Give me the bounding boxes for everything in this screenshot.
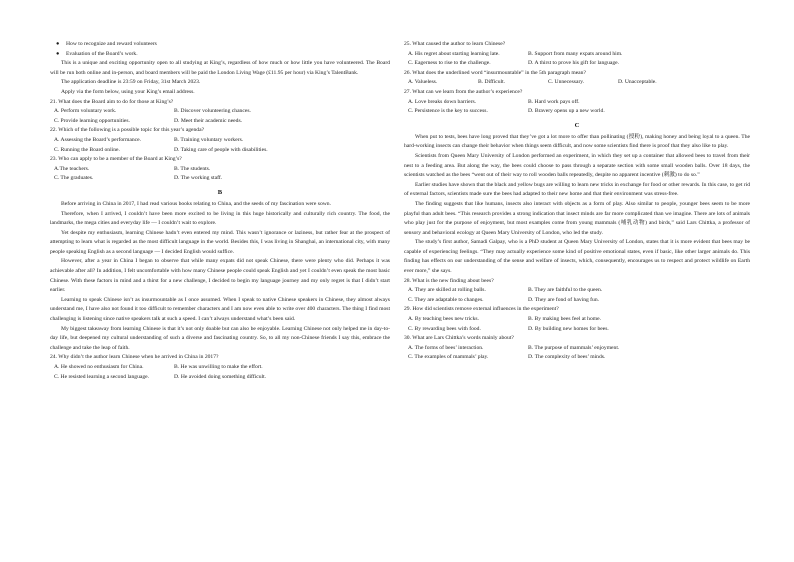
bullet-dot-icon: ● (56, 41, 60, 47)
bullet-dot-icon: ● (56, 50, 60, 57)
options-row (50, 174, 390, 184)
passage-paragraph: My biggest takeaway from learning Chinese is that it’s not only doable but can also be enjoyable. Learning Chinese not only helped me in day-to-day life, but deepened my cultural understanding of such a diverse and fascinating country. So, to all my non-Chinese friends I say this, embrace the challenge and take the leap of faith. (50, 325, 390, 351)
left-column (50, 40, 390, 382)
option-c[interactable]: C. The examples of mammals’ play. (408, 354, 489, 361)
question-21-stem: 21. What does the Board aim to do for those at King’s? (50, 98, 174, 105)
bullet-item: ● Evaluation of the Board’s work. (50, 50, 390, 60)
options-row (404, 344, 750, 354)
option-a[interactable]: A. Perform voluntary work. (54, 108, 117, 115)
options-row (404, 98, 750, 108)
option-b[interactable]: B. Training voluntary workers. (174, 136, 244, 143)
option-c[interactable]: C. Unnecessary. (548, 79, 585, 86)
option-d[interactable]: D. The complexity of bees’ minds. (528, 354, 606, 361)
intro-paragraph: This is a unique and exciting opportunity open to all studying at King’s, regardless of how much or how little you have volunteered. The Board will be run both online and in-person, and board members will be paid the London Living Wage (£11.95 per hour) via King’s TalentBank. (50, 60, 390, 76)
passage-paragraph: Yet despite my enthusiasm, learning Chinese hadn’t even entered my mind. This wasn’t ignorance or laziness, but rather fear at the prospect of attempting to learn what is regarded as the most difficult language in the world. Besides this, I was living in Shanghai, an international city, with many people speaking English as a second language — I decided English would suffice. (50, 229, 390, 255)
option-c[interactable]: C. Persistence is the key to success. (408, 108, 488, 115)
passage-paragraph: Scientists from Queen Mary University of London performed an experiment, in which they set up a container that allowed bees to travel from their nest to a feeding area. But along the way, the bees could choose to pass through a separate section with some small wooden balls. Over 18 days, the scientists watched as the bees “went out of their way to roll wooden balls repeatedly, despite no apparent incentive (刺激) to do so.” (404, 152, 750, 179)
intro-paragraph: The application deadline is 23:59 on Friday, 31st March 2023. (61, 79, 201, 86)
option-a[interactable]: A. Valueless. (408, 79, 438, 86)
option-d[interactable]: D. Taking care of people with disabilities. (174, 146, 268, 153)
question-25-stem: 25. What caused the author to learn Chinese? (404, 41, 506, 47)
options-row (50, 373, 390, 383)
option-b[interactable]: B. Discover volunteering chances. (174, 108, 251, 115)
passage-paragraph: The study’s first author, Samadi Galpay, who is a PhD student at Queen Mary University of London, states that it is more evident that bees may be capable of experiencing feelings. “They may actually experience some kind of positive emotional states, even if basic, like other larger animals do. This finding has effects on our understanding of the sense and welfare of insects, which, consequently, encourages us to respect and protect wildlife on Earth ever more,” she says. (404, 239, 750, 275)
option-a[interactable]: A. By teaching bees new tricks. (408, 316, 479, 323)
option-b[interactable]: B. The students. (174, 165, 211, 172)
passage-paragraph: However, after a year in China I began to observe that while many expats did not speak Chinese, there were plenty who did. Perhaps it was achievable after all? In addition, I felt uncomfortable with how many Chinese people could speak English and yet I couldn’t even speak the most basic Chinese. With these factors in mind and a thirst for a new challenge, I decided to begin my language journey and my only regret is that I didn’t start earlier. (50, 258, 390, 294)
option-b[interactable]: B. He was unwilling to make the effort. (174, 364, 263, 370)
option-d[interactable]: D. They are fond of having fun. (528, 296, 600, 303)
options-row (404, 78, 750, 88)
option-b[interactable]: B. Support from many expats around him. (528, 50, 623, 57)
option-c[interactable]: C. Eagerness to rise to the challenge. (408, 60, 491, 67)
option-d[interactable]: D. Bravery opens up a new world. (528, 108, 605, 115)
question-24-stem: 24. Why didn’t the author learn Chinese when he arrived in China in 2017? (50, 354, 219, 361)
option-b[interactable]: B. By making bees feel at home. (528, 316, 602, 323)
option-a[interactable]: A. Assessing the Board’s performance. (54, 136, 141, 143)
option-c[interactable]: C. Provide learning opportunities. (54, 117, 130, 124)
option-a[interactable]: A. His regret about starting learning late. (408, 50, 500, 57)
section-b-heading: B (217, 188, 223, 196)
option-c[interactable]: C. By rewarding bees with food. (408, 325, 481, 332)
passage-paragraph: Earlier studies have shown that the black and yellow bugs are willing to learn new tricks in exchange for food or other rewards. In this case, to get rid of external factors, scientists made sure the bees had adapted to their new home and that their environment was stress-free. (404, 181, 750, 198)
option-d[interactable]: D. By building new homes for bees. (528, 325, 609, 332)
options-row (50, 146, 390, 156)
options-row (50, 107, 390, 117)
option-b[interactable]: B. Difficult. (478, 79, 506, 86)
options-row (50, 136, 390, 146)
option-d[interactable]: D. He avoided doing something difficult. (174, 373, 267, 380)
options-row (404, 107, 750, 117)
options-row (404, 315, 750, 325)
bullet-item: ● How to recognize and reward volunteers (50, 40, 390, 50)
section-c-heading: C (574, 121, 580, 129)
question-22-stem: 22. Which of the following is a possible topic for this year’s agenda? (50, 127, 205, 134)
option-a[interactable]: A. Love breaks down barriers. (408, 98, 477, 105)
options-row (404, 286, 750, 296)
question-23-stem: 23. Who can apply to be a member of the Board at King’s? (50, 156, 182, 163)
option-c[interactable]: C. He resisted learning a second language. (54, 373, 150, 380)
question-30-stem: 30. What are Lars Chittka’s words mainly about? (404, 335, 514, 342)
passage-paragraph: When put to tests, bees have long proved that they’ve got a lot more to offer than pollinating (授粉), making honey and being loyal to a queen. The hard-working insects can change their behavior when things seem difficult, and now some scientists find there is proof that they also like to play. (404, 133, 750, 150)
option-d[interactable]: D. Meet their academic needs. (174, 117, 243, 124)
options-row (404, 325, 750, 335)
option-a[interactable]: A. The forms of bees’ interaction. (408, 344, 484, 351)
options-row (50, 117, 390, 127)
question-26-stem: 26. What does the underlined word “insurmountable” in the 5th paragraph mean? (404, 69, 586, 76)
question-27-stem: 27. What can we learn from the author’s experience? (404, 88, 523, 95)
option-b[interactable]: B. Hard work pays off. (528, 98, 580, 105)
options-row (50, 363, 390, 373)
option-a[interactable]: A. They are skilled at rolling balls. (408, 287, 486, 294)
option-b[interactable]: B. The purpose of mammals’ enjoyment. (528, 344, 620, 351)
passage-paragraph: Therefore, when I arrived, I couldn’t have been more excited to be living in this huge historically and culturally rich country. The food, the landmarks, the mega cities and everyday life — I couldn’t wait to explore. (50, 210, 390, 227)
options-row (404, 296, 750, 306)
option-a[interactable]: A.The teachers. (54, 165, 90, 172)
options-row (404, 353, 750, 363)
right-column (404, 40, 750, 363)
option-c[interactable]: C. They are adaptable to changes. (408, 296, 484, 303)
passage-paragraph: The finding suggests that like humans, insects also interact with objects as a form of play. Also similar to people, younger bees seem to be more playful than adult bees. “This research provides a strong indication that insect minds are far more complicated than we imagine. There are lots of animals who play just for the purpose of enjoyment, but most examples come from young mammals (哺乳动物) and birds,” said Lars Chittka, a professor of sensory and behavioral ecology at Queen Mary University of London, who led the study. (404, 200, 750, 236)
options-row (404, 59, 750, 69)
options-row (50, 165, 390, 175)
option-c[interactable]: C. The graduates. (54, 175, 94, 182)
options-row (404, 50, 750, 60)
passage-paragraph: Before arriving in China in 2017, I had read various books relating to China, and the seeds of my fascination were sown. (61, 200, 331, 207)
question-29-stem: 29. How did scientists remove external influences in the experiment? (404, 306, 559, 313)
option-c[interactable]: C. Running the Board online. (54, 146, 120, 153)
option-b[interactable]: B. They are faithful to the queen. (528, 287, 603, 294)
option-a[interactable]: A. He showed no enthusiasm for China. (54, 364, 144, 370)
passage-paragraph: Learning to speak Chinese isn’t as insurmountable as I once assumed. When I speak to native Chinese speakers in Chinese, they almost always understand me, I have also not found it too difficult to remember characters and I am now even able to write over 400 characters. The thing I find most challenging is listening since native speakers talk at such a speed. I can’t always understand what’s been said. (50, 296, 390, 323)
intro-paragraph: Apply via the form below, using your King’s email address. (61, 88, 195, 95)
option-d[interactable]: D. A thirst to prove his gift for language. (528, 60, 620, 67)
option-d[interactable]: D. The working staff. (174, 175, 223, 182)
question-28-stem: 28. What is the new finding about bees? (404, 277, 494, 284)
option-d[interactable]: D. Unacceptable. (618, 79, 657, 86)
